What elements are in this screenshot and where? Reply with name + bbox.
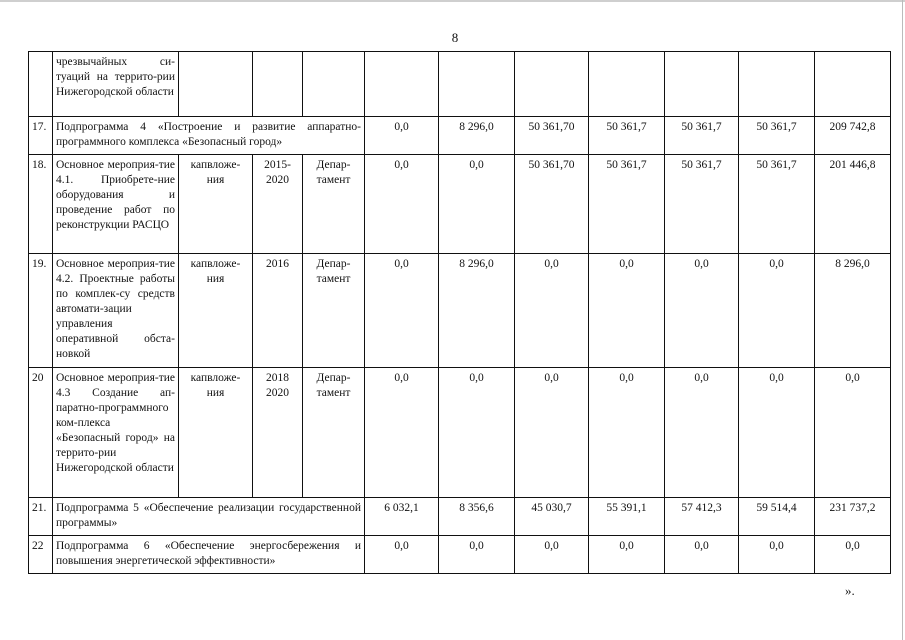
row-value: 0,0 (365, 155, 439, 254)
row-number: 19. (29, 254, 53, 368)
row-type: капвложе-ния (179, 254, 253, 368)
row-value (589, 52, 665, 117)
row-value: 0,0 (439, 536, 515, 574)
row-value: 0,0 (365, 117, 439, 155)
row-value (515, 52, 589, 117)
row-name: Основное мероприя-тие 4.1. Приобрете-ние оборудования и проведение работ по реконструкции РАСЦО (53, 155, 179, 254)
row-value: 0,0 (739, 536, 815, 574)
row-value: 0,0 (515, 254, 589, 368)
row-value: 0,0 (365, 368, 439, 498)
row-total: 0,0 (815, 368, 891, 498)
row-value: 0,0 (365, 254, 439, 368)
row-number: 21. (29, 498, 53, 536)
row-value: 8 356,6 (439, 498, 515, 536)
row-value: 8 296,0 (439, 117, 515, 155)
row-value: 0,0 (665, 254, 739, 368)
row-value (365, 52, 439, 117)
row-type: капвложе-ния (179, 368, 253, 498)
row-total: 201 446,8 (815, 155, 891, 254)
row-value: 50 361,7 (665, 117, 739, 155)
row-value: 50 361,7 (739, 117, 815, 155)
row-number (29, 52, 53, 117)
row-value: 0,0 (589, 368, 665, 498)
row-value: 50 361,7 (665, 155, 739, 254)
row-value: 0,0 (739, 254, 815, 368)
row-executor (303, 52, 365, 117)
row-type (179, 52, 253, 117)
row-number: 18. (29, 155, 53, 254)
row-value: 0,0 (665, 536, 739, 574)
scan-edge-line (0, 0, 905, 2)
row-number: 17. (29, 117, 53, 155)
row-value: 0,0 (365, 536, 439, 574)
table-row (29, 368, 891, 498)
row-period (253, 52, 303, 117)
row-value: 50 361,70 (515, 117, 589, 155)
row-total: 0,0 (815, 536, 891, 574)
row-period: 2016 (253, 254, 303, 368)
row-value: 50 361,70 (515, 155, 589, 254)
row-name: Основное мероприя-тие 4.2. Проектные работы по комплек-су средств автомати-зации управления оперативной обста-новкой (53, 254, 179, 368)
table-row (29, 117, 891, 155)
row-value: 0,0 (589, 254, 665, 368)
row-value (439, 52, 515, 117)
row-value: 6 032,1 (365, 498, 439, 536)
row-value: 0,0 (439, 368, 515, 498)
row-total: 8 296,0 (815, 254, 891, 368)
row-name: Подпрограмма 6 «Обеспечение энергосбережения и повышения энергетической эффективности» (53, 536, 365, 574)
row-value: 55 391,1 (589, 498, 665, 536)
closing-quote-mark: ». (845, 583, 855, 598)
row-value: 50 361,7 (589, 117, 665, 155)
row-name: Подпрограмма 4 «Построение и развитие аппаратно-программного комплекса «Безопасный город» (53, 117, 365, 155)
row-value: 0,0 (739, 368, 815, 498)
row-executor: Депар-тамент (303, 155, 365, 254)
row-value: 45 030,7 (515, 498, 589, 536)
row-number: 22 (29, 536, 53, 574)
row-name: Подпрограмма 5 «Обеспечение реализации государственной программы» (53, 498, 365, 536)
budget-table (28, 51, 891, 574)
table-row (29, 536, 891, 574)
page-number: 8 (451, 30, 459, 45)
row-value: 0,0 (589, 536, 665, 574)
row-executor: Депар-тамент (303, 368, 365, 498)
row-period: 2015-2020 (253, 155, 303, 254)
row-number: 20 (29, 368, 53, 498)
row-total: 209 742,8 (815, 117, 891, 155)
row-name: чрезвычайных си-туаций на террито-рии Нижегородской области (53, 52, 179, 117)
row-period: 2018 2020 (253, 368, 303, 498)
table-row (29, 254, 891, 368)
row-executor: Депар-тамент (303, 254, 365, 368)
row-value: 8 296,0 (439, 254, 515, 368)
row-total (815, 52, 891, 117)
row-value: 0,0 (439, 155, 515, 254)
row-value: 0,0 (515, 536, 589, 574)
row-type: капвложе-ния (179, 155, 253, 254)
scan-edge-right (902, 0, 903, 640)
row-value: 59 514,4 (739, 498, 815, 536)
row-value (739, 52, 815, 117)
row-value: 0,0 (665, 368, 739, 498)
row-value: 0,0 (515, 368, 589, 498)
table-row (29, 155, 891, 254)
row-value: 50 361,7 (589, 155, 665, 254)
table-row (29, 498, 891, 536)
row-total: 231 737,2 (815, 498, 891, 536)
row-name: Основное мероприя-тие 4.3 Создание ап-паратно-программного ком-плекса «Безопасный город» на террито-рии Нижегородской области (53, 368, 179, 498)
row-value (665, 52, 739, 117)
table-row (29, 52, 891, 117)
row-value: 57 412,3 (665, 498, 739, 536)
row-value: 50 361,7 (739, 155, 815, 254)
